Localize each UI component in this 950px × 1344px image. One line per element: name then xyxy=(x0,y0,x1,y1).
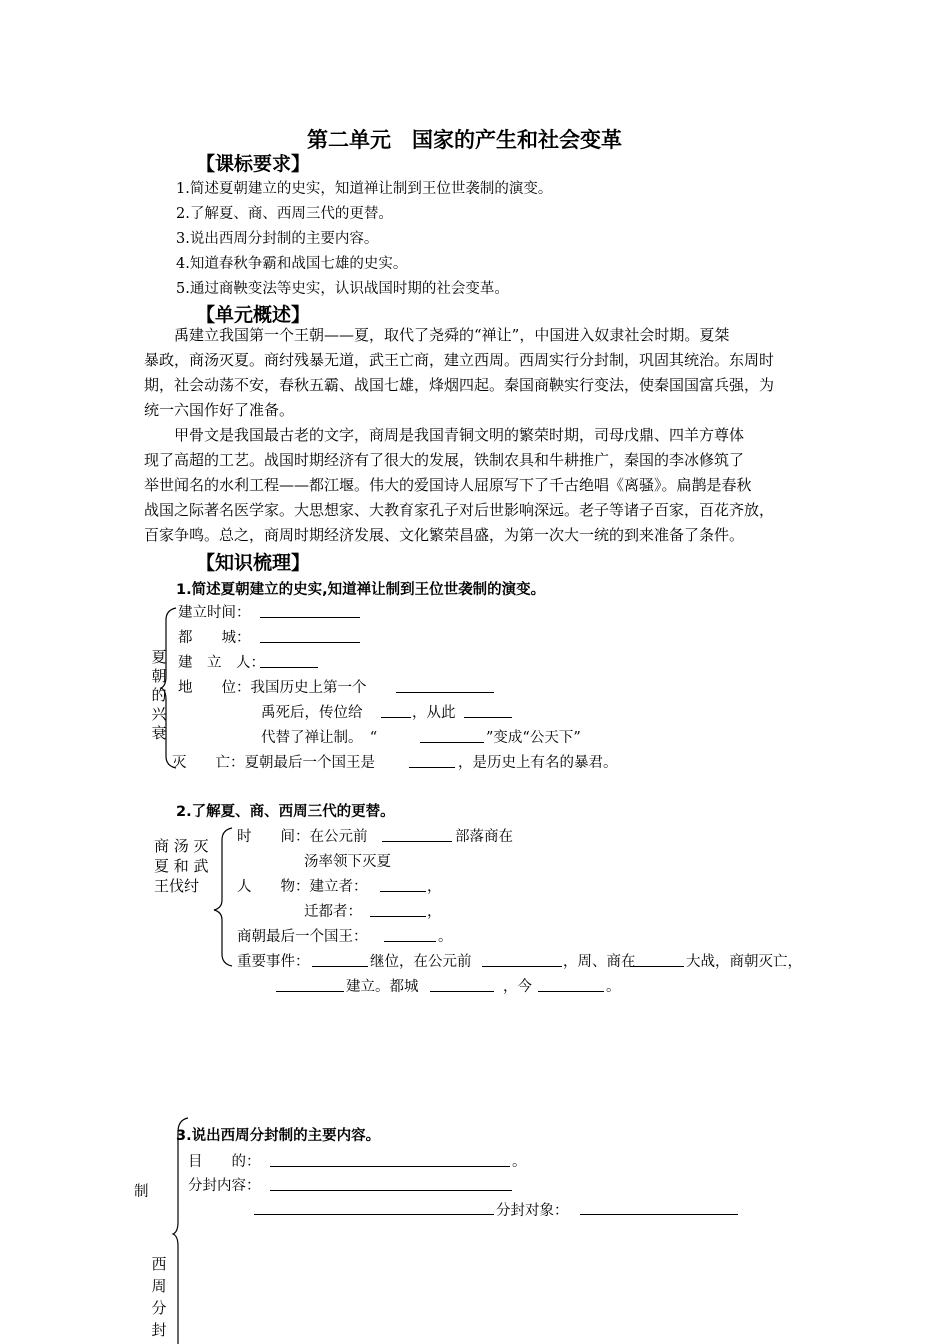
k1-replace-label: 代替了禅让制。 “ xyxy=(261,730,378,746)
k2-period: 。 xyxy=(606,979,621,995)
k3-heading: 3.说出西周分封制的主要内容。 xyxy=(176,1128,381,1144)
k1-founding-time-label: 建立时间： xyxy=(178,605,251,621)
k2-founder-label: 人 物：建立者： xyxy=(237,879,368,895)
k2-event-label: 重要事件： xyxy=(237,954,310,970)
k2-brace xyxy=(212,826,234,968)
k3-period: 。 xyxy=(512,1154,527,1170)
overview-line: 举世闻名的水利工程——都江堰。伟大的爱国诗人屈原写下了千古绝唱《离骚》。扁鹊是春秋 xyxy=(144,476,752,494)
k1-public-label: ”变成“公天下” xyxy=(486,730,581,746)
k1-status-label: 地 位：我国历史上第一个 xyxy=(178,680,367,696)
k1-side-label xyxy=(150,648,168,743)
k3-side-label xyxy=(150,1253,168,1341)
k1-fall-label: 灭 亡：夏朝最后一个国王是 xyxy=(172,755,375,771)
k1-founder-label: 建 立 人： xyxy=(178,655,265,671)
k1-replace-blank[interactable] xyxy=(420,742,484,743)
overview-line: 期，社会动荡不安，春秋五霸、战国七雄，烽烟四起。秦国商鞅实行变法，使秦国国富兵强，为 xyxy=(144,376,775,394)
k2-event-founded: 建立。都城 xyxy=(346,979,419,995)
k1-capital-blank[interactable] xyxy=(260,642,360,643)
k1-side-char: 的 xyxy=(151,686,167,704)
k2-side-label xyxy=(154,836,209,896)
k1-since-label: ，从此 xyxy=(412,705,456,721)
k2-time-blank[interactable] xyxy=(382,841,452,842)
k2-last-king-blank[interactable] xyxy=(384,941,436,942)
k2-event-today: ，今 xyxy=(503,979,532,995)
overview-line: 百家争鸣。总之，商周时期经济发展、文化繁荣昌盛，为第一次大一统的到来准备了条件。 xyxy=(144,526,745,544)
section-heading-overview: 【单元概述】 xyxy=(196,304,311,326)
k2-event-place-blank[interactable] xyxy=(630,966,684,967)
k2-side-line: 商 汤 灭 xyxy=(154,837,209,855)
k2-event-heir-blank[interactable] xyxy=(312,966,368,967)
requirement-item: 4.知道春秋争霸和战国七雄的史实。 xyxy=(176,256,408,272)
section-heading-knowledge: 【知识梳理】 xyxy=(196,552,311,574)
k2-comma: ， xyxy=(427,879,442,895)
k3-side-char: 封 xyxy=(151,1321,167,1339)
k1-capital-label: 都 城： xyxy=(178,630,251,646)
k2-dynasty-blank[interactable] xyxy=(276,991,344,992)
k2-side-line: 夏 和 武 xyxy=(154,857,209,875)
overview-line: 战国之际著名医学家。大思想家、大教育家孔子对后世影响深远。老子等诸子百家，百花齐放， xyxy=(144,501,775,519)
k2-founder-blank[interactable] xyxy=(380,891,426,892)
k2-mover-blank[interactable] xyxy=(370,916,426,917)
k2-tribe-label: 部落商在 xyxy=(455,829,513,845)
k1-side-char: 衰 xyxy=(151,724,167,742)
k1-since-blank[interactable] xyxy=(464,717,512,718)
k2-event-year-blank[interactable] xyxy=(482,966,562,967)
section-heading-curriculum: 【课标要求】 xyxy=(196,153,311,175)
k2-time-label: 时 间：在公元前 xyxy=(237,829,368,845)
k1-heading: 1.简述夏朝建立的史实,知道禅让制到王位世袭制的演变。 xyxy=(176,582,546,598)
k1-succession-label: 禹死后，传位给 xyxy=(261,705,363,721)
k1-side-char: 夏 xyxy=(151,648,167,666)
k3-side-char: 西 xyxy=(151,1255,167,1273)
requirement-item: 3.说出西周分封制的主要内容。 xyxy=(176,231,379,247)
k3-content-label: 分封内容： xyxy=(188,1178,261,1194)
k2-event-battle: ，周、商在 xyxy=(563,954,636,970)
k2-heading: 2.了解夏、商、西周三代的更替。 xyxy=(176,804,395,820)
k1-tyrant-label: ，是历史上有名的暴君。 xyxy=(458,755,618,771)
k1-status-blank[interactable] xyxy=(396,692,494,693)
k1-founding-time-blank[interactable] xyxy=(260,617,360,618)
k2-last-king-label: 商朝最后一个国王： xyxy=(237,929,368,945)
overview-paragraph-2 xyxy=(144,423,812,548)
k1-side-char: 朝 xyxy=(151,667,167,685)
page-title: 第二单元 国家的产生和社会变革 xyxy=(307,128,622,152)
overview-line: 甲骨文是我国最古老的文字，商周是我国青铜文明的繁荣时期，司母戊鼎、四羊方尊体 xyxy=(174,426,745,444)
k2-comma: ， xyxy=(427,904,442,920)
overview-paragraph-1 xyxy=(144,323,812,423)
k3-content-blank-2[interactable] xyxy=(254,1214,494,1215)
k3-side-char: 周 xyxy=(151,1277,167,1295)
k3-side-char: 分 xyxy=(151,1299,167,1317)
k1-last-king-blank[interactable] xyxy=(409,767,455,768)
overview-line: 暴政，商汤灭夏。商纣残暴无道，武王亡商，建立西周。西周实行分封制，巩固其统治。东周时 xyxy=(144,351,775,369)
k2-capital-blank[interactable] xyxy=(430,991,494,992)
overview-line: 现了高超的工艺。战国时期经济有了很大的发展，铁制农具和牛耕推广，秦国的李冰修筑了 xyxy=(144,451,745,469)
k2-event-fall: 大战，商朝灭亡， xyxy=(686,954,802,970)
k3-content-blank[interactable] xyxy=(270,1190,512,1191)
k3-side-top: 制 xyxy=(134,1184,149,1200)
requirement-item: 1.简述夏朝建立的史实，知道禅让制到王位世袭制的演变。 xyxy=(176,181,553,197)
k1-successor-blank[interactable] xyxy=(381,717,411,718)
k1-founder-blank[interactable] xyxy=(260,667,318,668)
requirement-item: 2.了解夏、商、西周三代的更替。 xyxy=(176,206,393,222)
k3-purpose-label: 目 的： xyxy=(188,1154,261,1170)
k3-purpose-blank[interactable] xyxy=(270,1166,510,1167)
overview-line: 统一六国作好了准备。 xyxy=(144,401,295,419)
overview-line: 禹建立我国第一个王朝——夏，取代了尧舜的“禅让”，中国进入奴隶社会时期。夏桀 xyxy=(174,326,730,344)
k2-event-accession: 继位，在公元前 xyxy=(370,954,472,970)
k2-mover-label: 迁都者： xyxy=(304,904,362,920)
k3-objects-blank[interactable] xyxy=(580,1214,738,1215)
k2-side-line: 王伐纣 xyxy=(154,877,200,895)
k3-objects-label: 分封对象： xyxy=(496,1203,569,1219)
k2-conquest-label: 汤率领下灭夏 xyxy=(304,854,391,870)
k2-period: 。 xyxy=(438,929,453,945)
k2-today-blank[interactable] xyxy=(538,991,604,992)
k1-side-char: 兴 xyxy=(151,705,167,723)
requirement-item: 5.通过商鞅变法等史实，认识战国时期的社会变革。 xyxy=(176,281,509,297)
